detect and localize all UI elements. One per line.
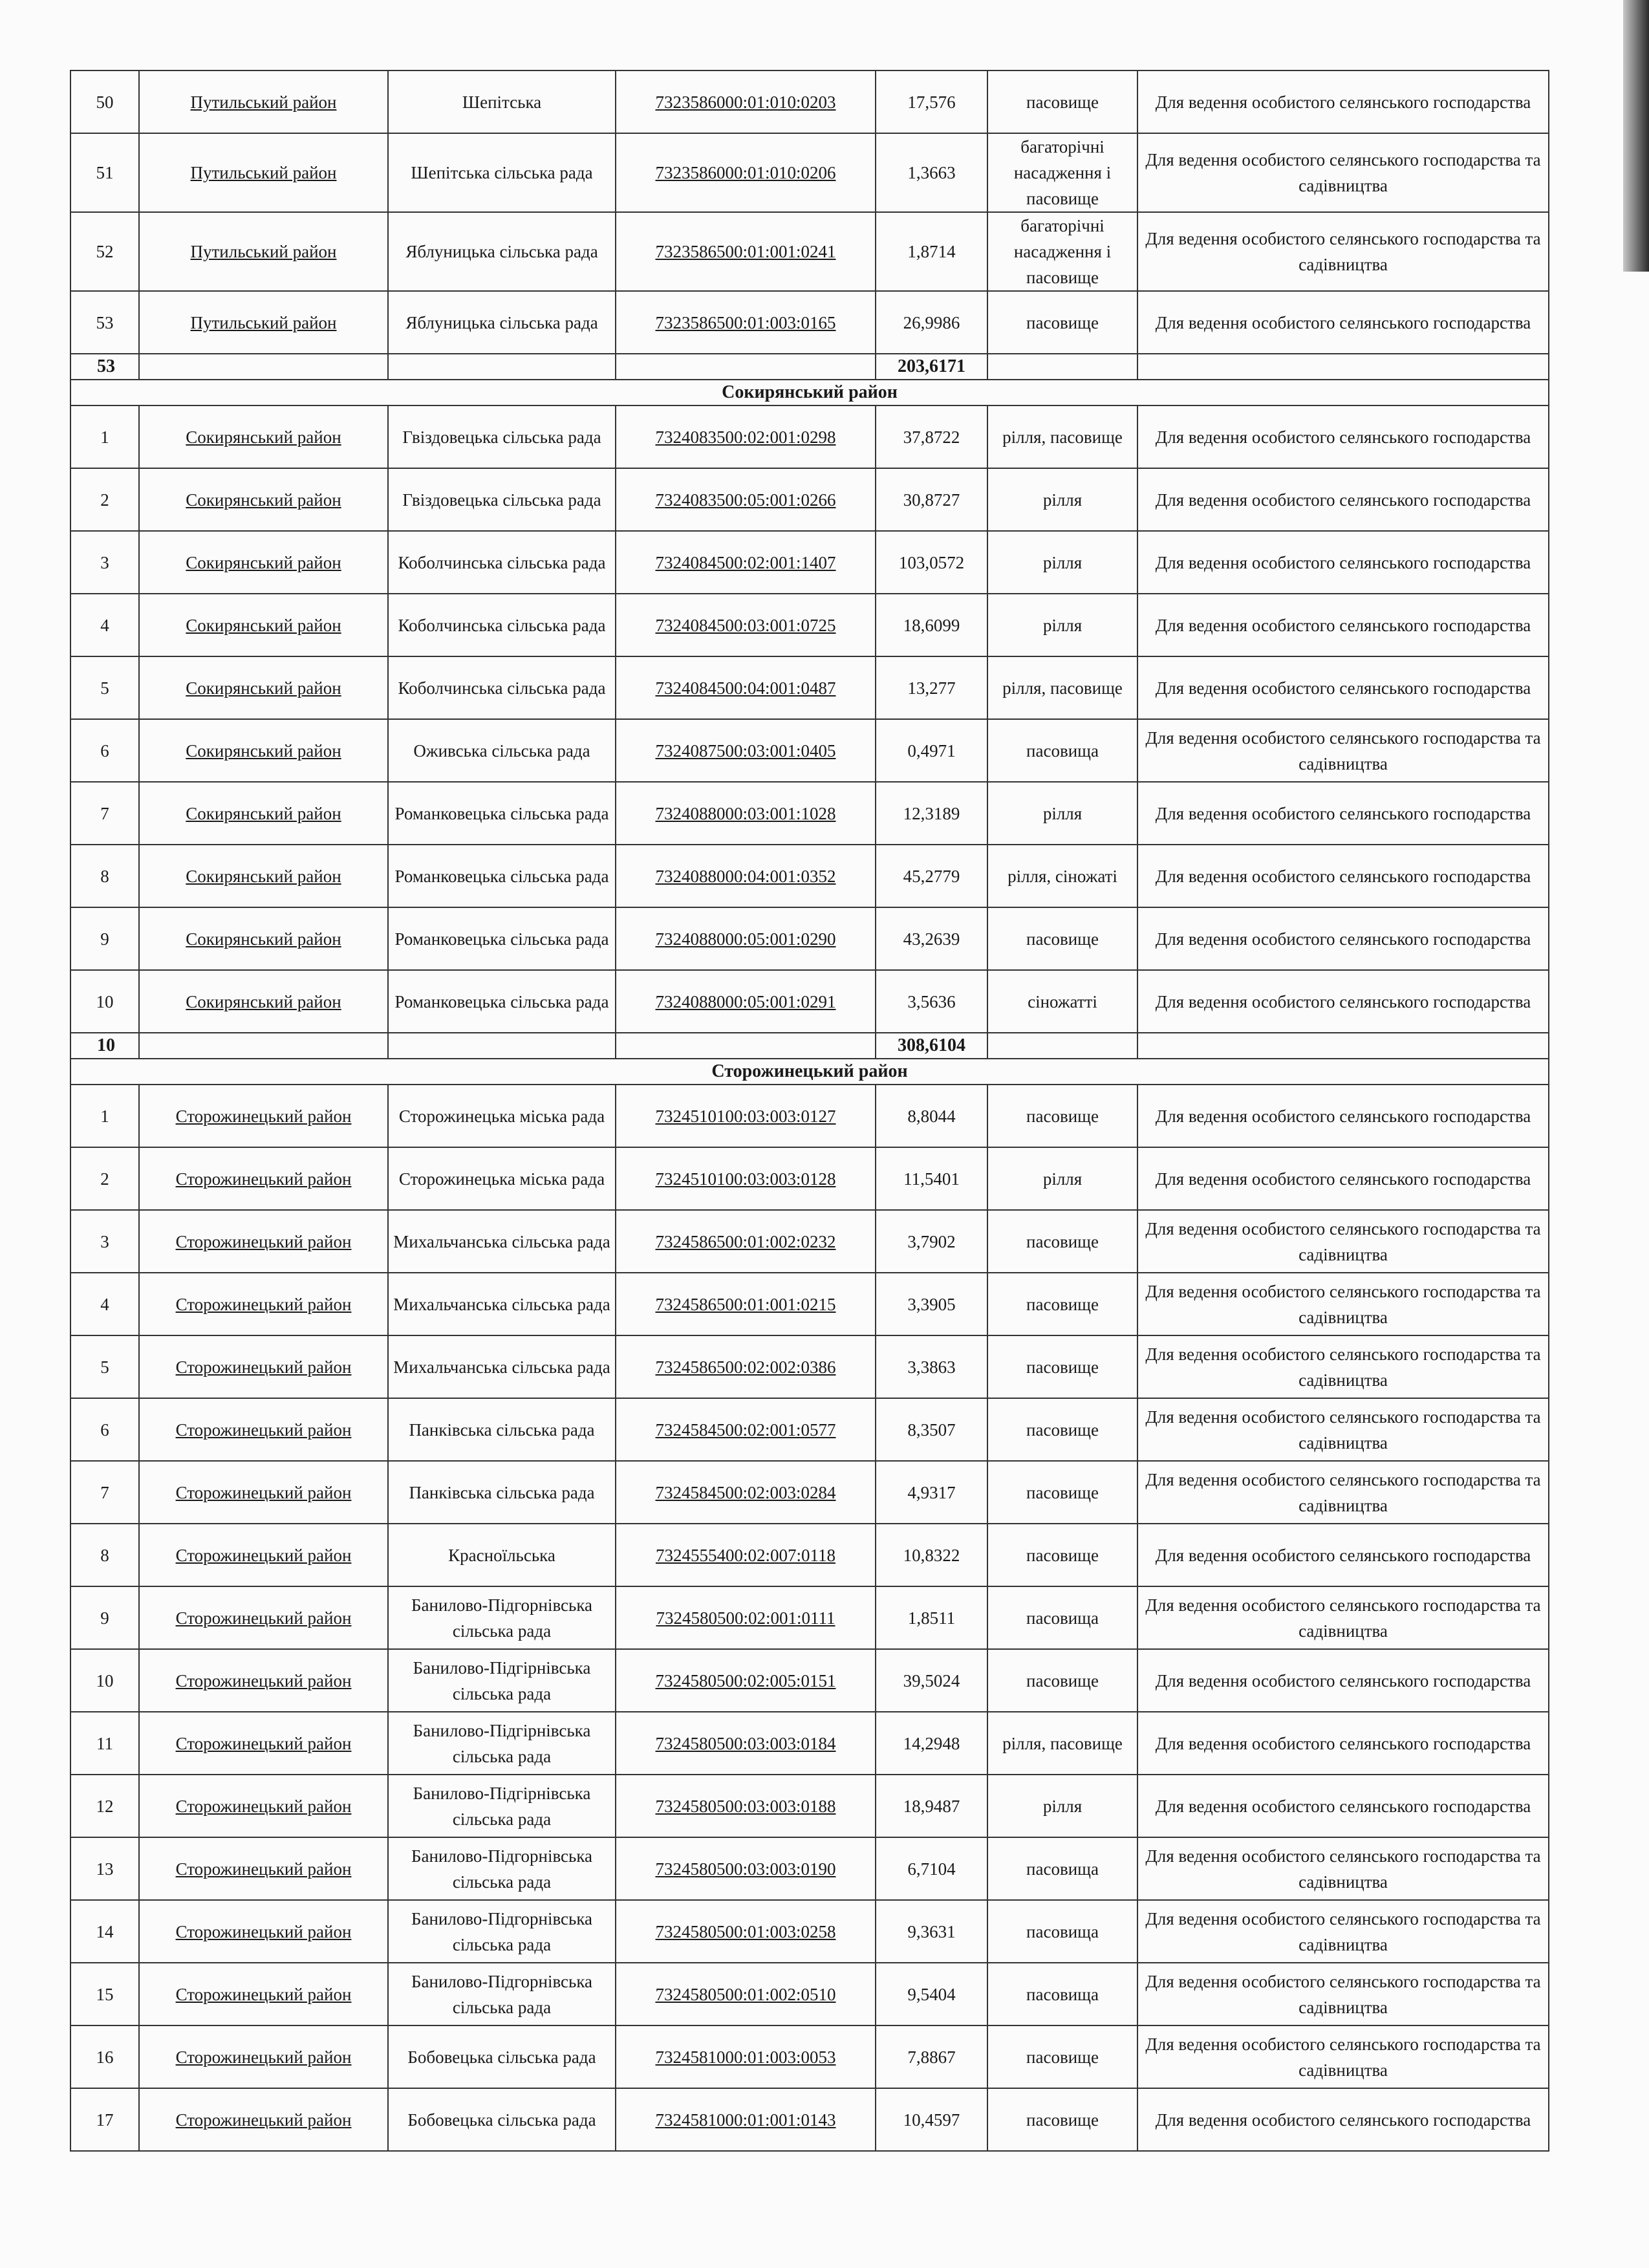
council-cell: Панківська сільська рада bbox=[388, 1398, 616, 1461]
empty-cell bbox=[987, 354, 1137, 380]
table-row bbox=[70, 1398, 1549, 1461]
area-cell: 8,3507 bbox=[876, 1398, 987, 1461]
cadastre-number-cell: 7324555400:02:007:0118 bbox=[616, 1524, 876, 1586]
cadastre-number-cell: 7324580500:01:003:0258 bbox=[616, 1900, 876, 1963]
area-cell: 18,9487 bbox=[876, 1775, 987, 1837]
cadastre-number-cell: 7324580500:01:002:0510 bbox=[616, 1963, 876, 2025]
area-cell: 103,0572 bbox=[876, 531, 987, 594]
row-number: 16 bbox=[70, 2025, 139, 2088]
cadastre-number-cell: 7324580500:03:003:0190 bbox=[616, 1837, 876, 1900]
council-cell: Бобовецька сільська рада bbox=[388, 2088, 616, 2151]
district-cell: Сторожинецький район bbox=[139, 1586, 388, 1649]
area-cell: 3,7902 bbox=[876, 1210, 987, 1273]
row-number: 51 bbox=[70, 133, 139, 212]
land-type-cell: рілля, пасовище bbox=[987, 405, 1137, 468]
area-cell: 3,3905 bbox=[876, 1273, 987, 1335]
purpose-cell: Для ведення особистого селянського господарства та садівництва bbox=[1137, 1398, 1549, 1461]
cadastre-number-cell: 7324510100:03:003:0127 bbox=[616, 1085, 876, 1147]
land-type-cell: рілля bbox=[987, 594, 1137, 656]
district-cell: Сторожинецький район bbox=[139, 1524, 388, 1586]
empty-cell bbox=[388, 1033, 616, 1059]
district-cell: Сокирянський район bbox=[139, 468, 388, 531]
district-cell: Сокирянський район bbox=[139, 845, 388, 907]
land-type-cell: сіножатті bbox=[987, 970, 1137, 1033]
row-number: 12 bbox=[70, 1775, 139, 1837]
purpose-cell: Для ведення особистого селянського господарства та садівництва bbox=[1137, 1210, 1549, 1273]
land-type-cell: пасовище bbox=[987, 1649, 1137, 1712]
section-heading: Сторожинецький район bbox=[70, 1059, 1549, 1085]
row-number: 2 bbox=[70, 468, 139, 531]
land-type-cell: багаторічні насадження і пасовище bbox=[987, 212, 1137, 291]
land-type-cell: рілля bbox=[987, 1775, 1137, 1837]
council-cell: Романковецька сільська рада bbox=[388, 907, 616, 970]
land-type-cell: пасовище bbox=[987, 1273, 1137, 1335]
land-type-cell: пасовище bbox=[987, 1524, 1137, 1586]
area-cell: 43,2639 bbox=[876, 907, 987, 970]
purpose-cell: Для ведення особистого селянського господарства bbox=[1137, 845, 1549, 907]
council-cell: Гвіздовецька сільська рада bbox=[388, 468, 616, 531]
cadastre-number-cell: 7324584500:02:001:0577 bbox=[616, 1398, 876, 1461]
cadastre-number-cell: 7324084500:03:001:0725 bbox=[616, 594, 876, 656]
cadastre-number-cell: 7324586500:02:002:0386 bbox=[616, 1335, 876, 1398]
table-row bbox=[70, 405, 1549, 468]
area-cell: 18,6099 bbox=[876, 594, 987, 656]
district-cell: Сокирянський район bbox=[139, 970, 388, 1033]
cadastre-number-cell: 7324084500:04:001:0487 bbox=[616, 656, 876, 719]
district-cell: Сторожинецький район bbox=[139, 1900, 388, 1963]
cadastre-number-cell: 7324510100:03:003:0128 bbox=[616, 1147, 876, 1210]
district-cell: Путильський район bbox=[139, 291, 388, 354]
land-type-cell: пасовища bbox=[987, 1586, 1137, 1649]
row-number: 1 bbox=[70, 405, 139, 468]
row-number: 5 bbox=[70, 1335, 139, 1398]
table-row bbox=[70, 1147, 1549, 1210]
purpose-cell: Для ведення особистого селянського господарства bbox=[1137, 1147, 1549, 1210]
district-cell: Сторожинецький район bbox=[139, 1398, 388, 1461]
row-number: 15 bbox=[70, 1963, 139, 2025]
council-cell: Михальчанська сільська рада bbox=[388, 1210, 616, 1273]
empty-cell bbox=[139, 354, 388, 380]
table-row bbox=[70, 468, 1549, 531]
area-cell: 3,5636 bbox=[876, 970, 987, 1033]
district-cell: Путильський район bbox=[139, 70, 388, 133]
row-number: 50 bbox=[70, 70, 139, 133]
table-row bbox=[70, 531, 1549, 594]
land-type-cell: пасовища bbox=[987, 1900, 1137, 1963]
area-cell: 37,8722 bbox=[876, 405, 987, 468]
empty-cell bbox=[139, 1033, 388, 1059]
table-row bbox=[70, 1586, 1549, 1649]
land-type-cell: рілля bbox=[987, 782, 1137, 845]
area-cell: 6,7104 bbox=[876, 1837, 987, 1900]
purpose-cell: Для ведення особистого селянського господарства та садівництва bbox=[1137, 1963, 1549, 2025]
table-row bbox=[70, 1335, 1549, 1398]
row-number: 9 bbox=[70, 1586, 139, 1649]
table-row bbox=[70, 2088, 1549, 2151]
empty-cell bbox=[388, 354, 616, 380]
purpose-cell: Для ведення особистого селянського господарства bbox=[1137, 468, 1549, 531]
area-cell: 4,9317 bbox=[876, 1461, 987, 1524]
cadastre-number-cell: 7324584500:02:003:0284 bbox=[616, 1461, 876, 1524]
table-row bbox=[70, 1900, 1549, 1963]
district-cell: Сторожинецький район bbox=[139, 1461, 388, 1524]
table-row bbox=[70, 845, 1549, 907]
council-cell: Шепітська bbox=[388, 70, 616, 133]
land-type-cell: пасовище bbox=[987, 1398, 1137, 1461]
area-cell: 7,8867 bbox=[876, 2025, 987, 2088]
row-number: 7 bbox=[70, 782, 139, 845]
row-number: 4 bbox=[70, 1273, 139, 1335]
cadastre-number-cell: 7324586500:01:002:0232 bbox=[616, 1210, 876, 1273]
cadastre-number-cell: 7324581000:01:001:0143 bbox=[616, 2088, 876, 2151]
council-cell: Романковецька сільська рада bbox=[388, 970, 616, 1033]
area-cell: 11,5401 bbox=[876, 1147, 987, 1210]
area-cell: 13,277 bbox=[876, 656, 987, 719]
row-number: 17 bbox=[70, 2088, 139, 2151]
district-cell: Сокирянський район bbox=[139, 719, 388, 782]
land-type-cell: пасовище bbox=[987, 907, 1137, 970]
cadastre-number-cell: 7323586500:01:003:0165 bbox=[616, 291, 876, 354]
council-cell: Банилово-Підгірнівська сільська рада bbox=[388, 1712, 616, 1775]
land-type-cell: пасовище bbox=[987, 2088, 1137, 2151]
total-area: 308,6104 bbox=[876, 1033, 987, 1059]
council-cell: Панківська сільська рада bbox=[388, 1461, 616, 1524]
table-row bbox=[70, 970, 1549, 1033]
council-cell: Сторожинецька міська рада bbox=[388, 1085, 616, 1147]
table-row bbox=[70, 2025, 1549, 2088]
purpose-cell: Для ведення особистого селянського господарства та садівництва bbox=[1137, 1586, 1549, 1649]
table-row bbox=[70, 1085, 1549, 1147]
section-heading-row bbox=[70, 380, 1549, 405]
table-row bbox=[70, 594, 1549, 656]
cadastre-number-cell: 7324088000:03:001:1028 bbox=[616, 782, 876, 845]
cadastre-number-cell: 7323586500:01:001:0241 bbox=[616, 212, 876, 291]
total-area: 203,6171 bbox=[876, 354, 987, 380]
total-count: 53 bbox=[70, 354, 139, 380]
row-number: 10 bbox=[70, 1649, 139, 1712]
council-cell: Банилово-Підгорнівська сільська рада bbox=[388, 1837, 616, 1900]
district-cell: Сторожинецький район bbox=[139, 1210, 388, 1273]
purpose-cell: Для ведення особистого селянського господарства та садівництва bbox=[1137, 1837, 1549, 1900]
table-row bbox=[70, 1461, 1549, 1524]
purpose-cell: Для ведення особистого селянського господарства bbox=[1137, 1775, 1549, 1837]
land-type-cell: багаторічні насадження і пасовище bbox=[987, 133, 1137, 212]
cadastre-number-cell: 7324580500:03:003:0188 bbox=[616, 1775, 876, 1837]
land-type-cell: рілля bbox=[987, 531, 1137, 594]
purpose-cell: Для ведення особистого селянського господарства та садівництва bbox=[1137, 133, 1549, 212]
empty-cell bbox=[1137, 1033, 1549, 1059]
district-cell: Сторожинецький район bbox=[139, 1273, 388, 1335]
empty-cell bbox=[616, 1033, 876, 1059]
table-row bbox=[70, 1524, 1549, 1586]
section-heading: Сокирянський район bbox=[70, 380, 1549, 405]
table-row bbox=[70, 291, 1549, 354]
land-type-cell: пасовище bbox=[987, 1335, 1137, 1398]
row-number: 5 bbox=[70, 656, 139, 719]
council-cell: Банилово-Підгорнівська сільська рада bbox=[388, 1586, 616, 1649]
total-count: 10 bbox=[70, 1033, 139, 1059]
purpose-cell: Для ведення особистого селянського господарства та садівництва bbox=[1137, 1273, 1549, 1335]
purpose-cell: Для ведення особистого селянського господарства bbox=[1137, 1524, 1549, 1586]
area-cell: 1,8511 bbox=[876, 1586, 987, 1649]
area-cell: 3,3863 bbox=[876, 1335, 987, 1398]
cadastre-number-cell: 7324083500:05:001:0266 bbox=[616, 468, 876, 531]
purpose-cell: Для ведення особистого селянського господарства bbox=[1137, 907, 1549, 970]
area-cell: 26,9986 bbox=[876, 291, 987, 354]
council-cell: Коболчинська сільська рада bbox=[388, 656, 616, 719]
purpose-cell: Для ведення особистого селянського господарства та садівництва bbox=[1137, 2025, 1549, 2088]
district-cell: Сторожинецький район bbox=[139, 2088, 388, 2151]
cadastre-number-cell: 7324580500:02:005:0151 bbox=[616, 1649, 876, 1712]
purpose-cell: Для ведення особистого селянського господарства bbox=[1137, 656, 1549, 719]
cadastre-number-cell: 7324580500:02:001:0111 bbox=[616, 1586, 876, 1649]
council-cell: Сторожинецька міська рада bbox=[388, 1147, 616, 1210]
area-cell: 30,8727 bbox=[876, 468, 987, 531]
land-type-cell: рілля, пасовище bbox=[987, 656, 1137, 719]
table-row bbox=[70, 212, 1549, 291]
table-row bbox=[70, 907, 1549, 970]
scan-page-edge bbox=[1623, 0, 1649, 272]
area-cell: 9,5404 bbox=[876, 1963, 987, 2025]
purpose-cell: Для ведення особистого селянського господарства bbox=[1137, 1649, 1549, 1712]
row-number: 14 bbox=[70, 1900, 139, 1963]
row-number: 4 bbox=[70, 594, 139, 656]
group-total-row bbox=[70, 354, 1549, 380]
district-cell: Сокирянський район bbox=[139, 907, 388, 970]
purpose-cell: Для ведення особистого селянського господарства та садівництва bbox=[1137, 212, 1549, 291]
row-number: 2 bbox=[70, 1147, 139, 1210]
land-type-cell: пасовище bbox=[987, 1461, 1137, 1524]
row-number: 8 bbox=[70, 845, 139, 907]
area-cell: 10,8322 bbox=[876, 1524, 987, 1586]
land-type-cell: рілля bbox=[987, 1147, 1137, 1210]
row-number: 52 bbox=[70, 212, 139, 291]
empty-cell bbox=[1137, 354, 1549, 380]
district-cell: Сторожинецький район bbox=[139, 1963, 388, 2025]
district-cell: Сторожинецький район bbox=[139, 1712, 388, 1775]
council-cell: Гвіздовецька сільська рада bbox=[388, 405, 616, 468]
district-cell: Сокирянський район bbox=[139, 405, 388, 468]
row-number: 1 bbox=[70, 1085, 139, 1147]
cadastre-number-cell: 7324088000:05:001:0290 bbox=[616, 907, 876, 970]
land-type-cell: пасовище bbox=[987, 70, 1137, 133]
cadastre-number-cell: 7324088000:04:001:0352 bbox=[616, 845, 876, 907]
area-cell: 45,2779 bbox=[876, 845, 987, 907]
council-cell: Яблуницька сільська рада bbox=[388, 212, 616, 291]
cadastre-number-cell: 7324087500:03:001:0405 bbox=[616, 719, 876, 782]
cadastre-number-cell: 7324084500:02:001:1407 bbox=[616, 531, 876, 594]
cadastre-number-cell: 7324586500:01:001:0215 bbox=[616, 1273, 876, 1335]
table-row bbox=[70, 70, 1549, 133]
table-row bbox=[70, 656, 1549, 719]
land-parcels-table bbox=[70, 70, 1549, 2152]
purpose-cell: Для ведення особистого селянського господарства bbox=[1137, 70, 1549, 133]
council-cell: Романковецька сільська рада bbox=[388, 845, 616, 907]
purpose-cell: Для ведення особистого селянського господарства та садівництва bbox=[1137, 719, 1549, 782]
land-type-cell: пасовище bbox=[987, 1210, 1137, 1273]
row-number: 13 bbox=[70, 1837, 139, 1900]
land-type-cell: пасовища bbox=[987, 1963, 1137, 2025]
district-cell: Сторожинецький район bbox=[139, 1335, 388, 1398]
land-type-cell: пасовища bbox=[987, 1837, 1137, 1900]
council-cell: Банилово-Підгірнівська сільська рада bbox=[388, 1649, 616, 1712]
row-number: 3 bbox=[70, 1210, 139, 1273]
purpose-cell: Для ведення особистого селянського господарства bbox=[1137, 1712, 1549, 1775]
cadastre-number-cell: 7324581000:01:003:0053 bbox=[616, 2025, 876, 2088]
purpose-cell: Для ведення особистого селянського господарства та садівництва bbox=[1137, 1335, 1549, 1398]
land-type-cell: рілля, сіножаті bbox=[987, 845, 1137, 907]
purpose-cell: Для ведення особистого селянського господарства bbox=[1137, 970, 1549, 1033]
table-row bbox=[70, 1712, 1549, 1775]
land-type-cell: рілля bbox=[987, 468, 1137, 531]
row-number: 6 bbox=[70, 719, 139, 782]
council-cell: Банилово-Підгорнівська сільська рада bbox=[388, 1963, 616, 2025]
council-cell: Романковецька сільська рада bbox=[388, 782, 616, 845]
council-cell: Михальчанська сільська рада bbox=[388, 1273, 616, 1335]
table-row bbox=[70, 1837, 1549, 1900]
district-cell: Путильський район bbox=[139, 133, 388, 212]
cadastre-number-cell: 7324088000:05:001:0291 bbox=[616, 970, 876, 1033]
council-cell: Оживська сільська рада bbox=[388, 719, 616, 782]
district-cell: Сторожинецький район bbox=[139, 1837, 388, 1900]
table-row bbox=[70, 1963, 1549, 2025]
row-number: 3 bbox=[70, 531, 139, 594]
land-type-cell: пасовище bbox=[987, 291, 1137, 354]
row-number: 10 bbox=[70, 970, 139, 1033]
area-cell: 14,2948 bbox=[876, 1712, 987, 1775]
council-cell: Банилово-Підгорнівська сільська рада bbox=[388, 1900, 616, 1963]
council-cell: Красноїльська bbox=[388, 1524, 616, 1586]
council-cell: Яблуницька сільська рада bbox=[388, 291, 616, 354]
table-row bbox=[70, 782, 1549, 845]
purpose-cell: Для ведення особистого селянського господарства bbox=[1137, 594, 1549, 656]
district-cell: Сторожинецький район bbox=[139, 1085, 388, 1147]
cadastre-number-cell: 7324083500:02:001:0298 bbox=[616, 405, 876, 468]
group-total-row bbox=[70, 1033, 1549, 1059]
table-body bbox=[70, 70, 1549, 2151]
table-row bbox=[70, 719, 1549, 782]
council-cell: Шепітська сільська рада bbox=[388, 133, 616, 212]
area-cell: 9,3631 bbox=[876, 1900, 987, 1963]
row-number: 7 bbox=[70, 1461, 139, 1524]
purpose-cell: Для ведення особистого селянського господарства bbox=[1137, 291, 1549, 354]
area-cell: 1,8714 bbox=[876, 212, 987, 291]
empty-cell bbox=[616, 354, 876, 380]
row-number: 11 bbox=[70, 1712, 139, 1775]
section-heading-row bbox=[70, 1059, 1549, 1085]
district-cell: Сторожинецький район bbox=[139, 1775, 388, 1837]
row-number: 8 bbox=[70, 1524, 139, 1586]
council-cell: Михальчанська сільська рада bbox=[388, 1335, 616, 1398]
area-cell: 17,576 bbox=[876, 70, 987, 133]
council-cell: Коболчинська сільська рада bbox=[388, 531, 616, 594]
district-cell: Сторожинецький район bbox=[139, 1147, 388, 1210]
area-cell: 10,4597 bbox=[876, 2088, 987, 2151]
council-cell: Бобовецька сільська рада bbox=[388, 2025, 616, 2088]
area-cell: 0,4971 bbox=[876, 719, 987, 782]
cadastre-number-cell: 7323586000:01:010:0206 bbox=[616, 133, 876, 212]
empty-cell bbox=[987, 1033, 1137, 1059]
row-number: 9 bbox=[70, 907, 139, 970]
table-row bbox=[70, 1210, 1549, 1273]
district-cell: Путильський район bbox=[139, 212, 388, 291]
area-cell: 39,5024 bbox=[876, 1649, 987, 1712]
district-cell: Сторожинецький район bbox=[139, 1649, 388, 1712]
district-cell: Сторожинецький район bbox=[139, 2025, 388, 2088]
purpose-cell: Для ведення особистого селянського господарства та садівництва bbox=[1137, 1461, 1549, 1524]
row-number: 6 bbox=[70, 1398, 139, 1461]
purpose-cell: Для ведення особистого селянського господарства bbox=[1137, 1085, 1549, 1147]
council-cell: Коболчинська сільська рада bbox=[388, 594, 616, 656]
land-type-cell: рілля, пасовище bbox=[987, 1712, 1137, 1775]
table-row bbox=[70, 1775, 1549, 1837]
area-cell: 8,8044 bbox=[876, 1085, 987, 1147]
purpose-cell: Для ведення особистого селянського господарства bbox=[1137, 405, 1549, 468]
area-cell: 12,3189 bbox=[876, 782, 987, 845]
land-type-cell: пасовище bbox=[987, 2025, 1137, 2088]
district-cell: Сокирянський район bbox=[139, 782, 388, 845]
district-cell: Сокирянський район bbox=[139, 594, 388, 656]
land-type-cell: пасовища bbox=[987, 719, 1137, 782]
area-cell: 1,3663 bbox=[876, 133, 987, 212]
purpose-cell: Для ведення особистого селянського господарства bbox=[1137, 531, 1549, 594]
purpose-cell: Для ведення особистого селянського господарства та садівництва bbox=[1137, 1900, 1549, 1963]
purpose-cell: Для ведення особистого селянського господарства bbox=[1137, 2088, 1549, 2151]
land-type-cell: пасовище bbox=[987, 1085, 1137, 1147]
table-row bbox=[70, 1273, 1549, 1335]
table-row bbox=[70, 1649, 1549, 1712]
district-cell: Сокирянський район bbox=[139, 656, 388, 719]
purpose-cell: Для ведення особистого селянського господарства bbox=[1137, 782, 1549, 845]
row-number: 53 bbox=[70, 291, 139, 354]
cadastre-number-cell: 7324580500:03:003:0184 bbox=[616, 1712, 876, 1775]
table-row bbox=[70, 133, 1549, 212]
council-cell: Банилово-Підгірнівська сільська рада bbox=[388, 1775, 616, 1837]
district-cell: Сокирянський район bbox=[139, 531, 388, 594]
cadastre-number-cell: 7323586000:01:010:0203 bbox=[616, 70, 876, 133]
